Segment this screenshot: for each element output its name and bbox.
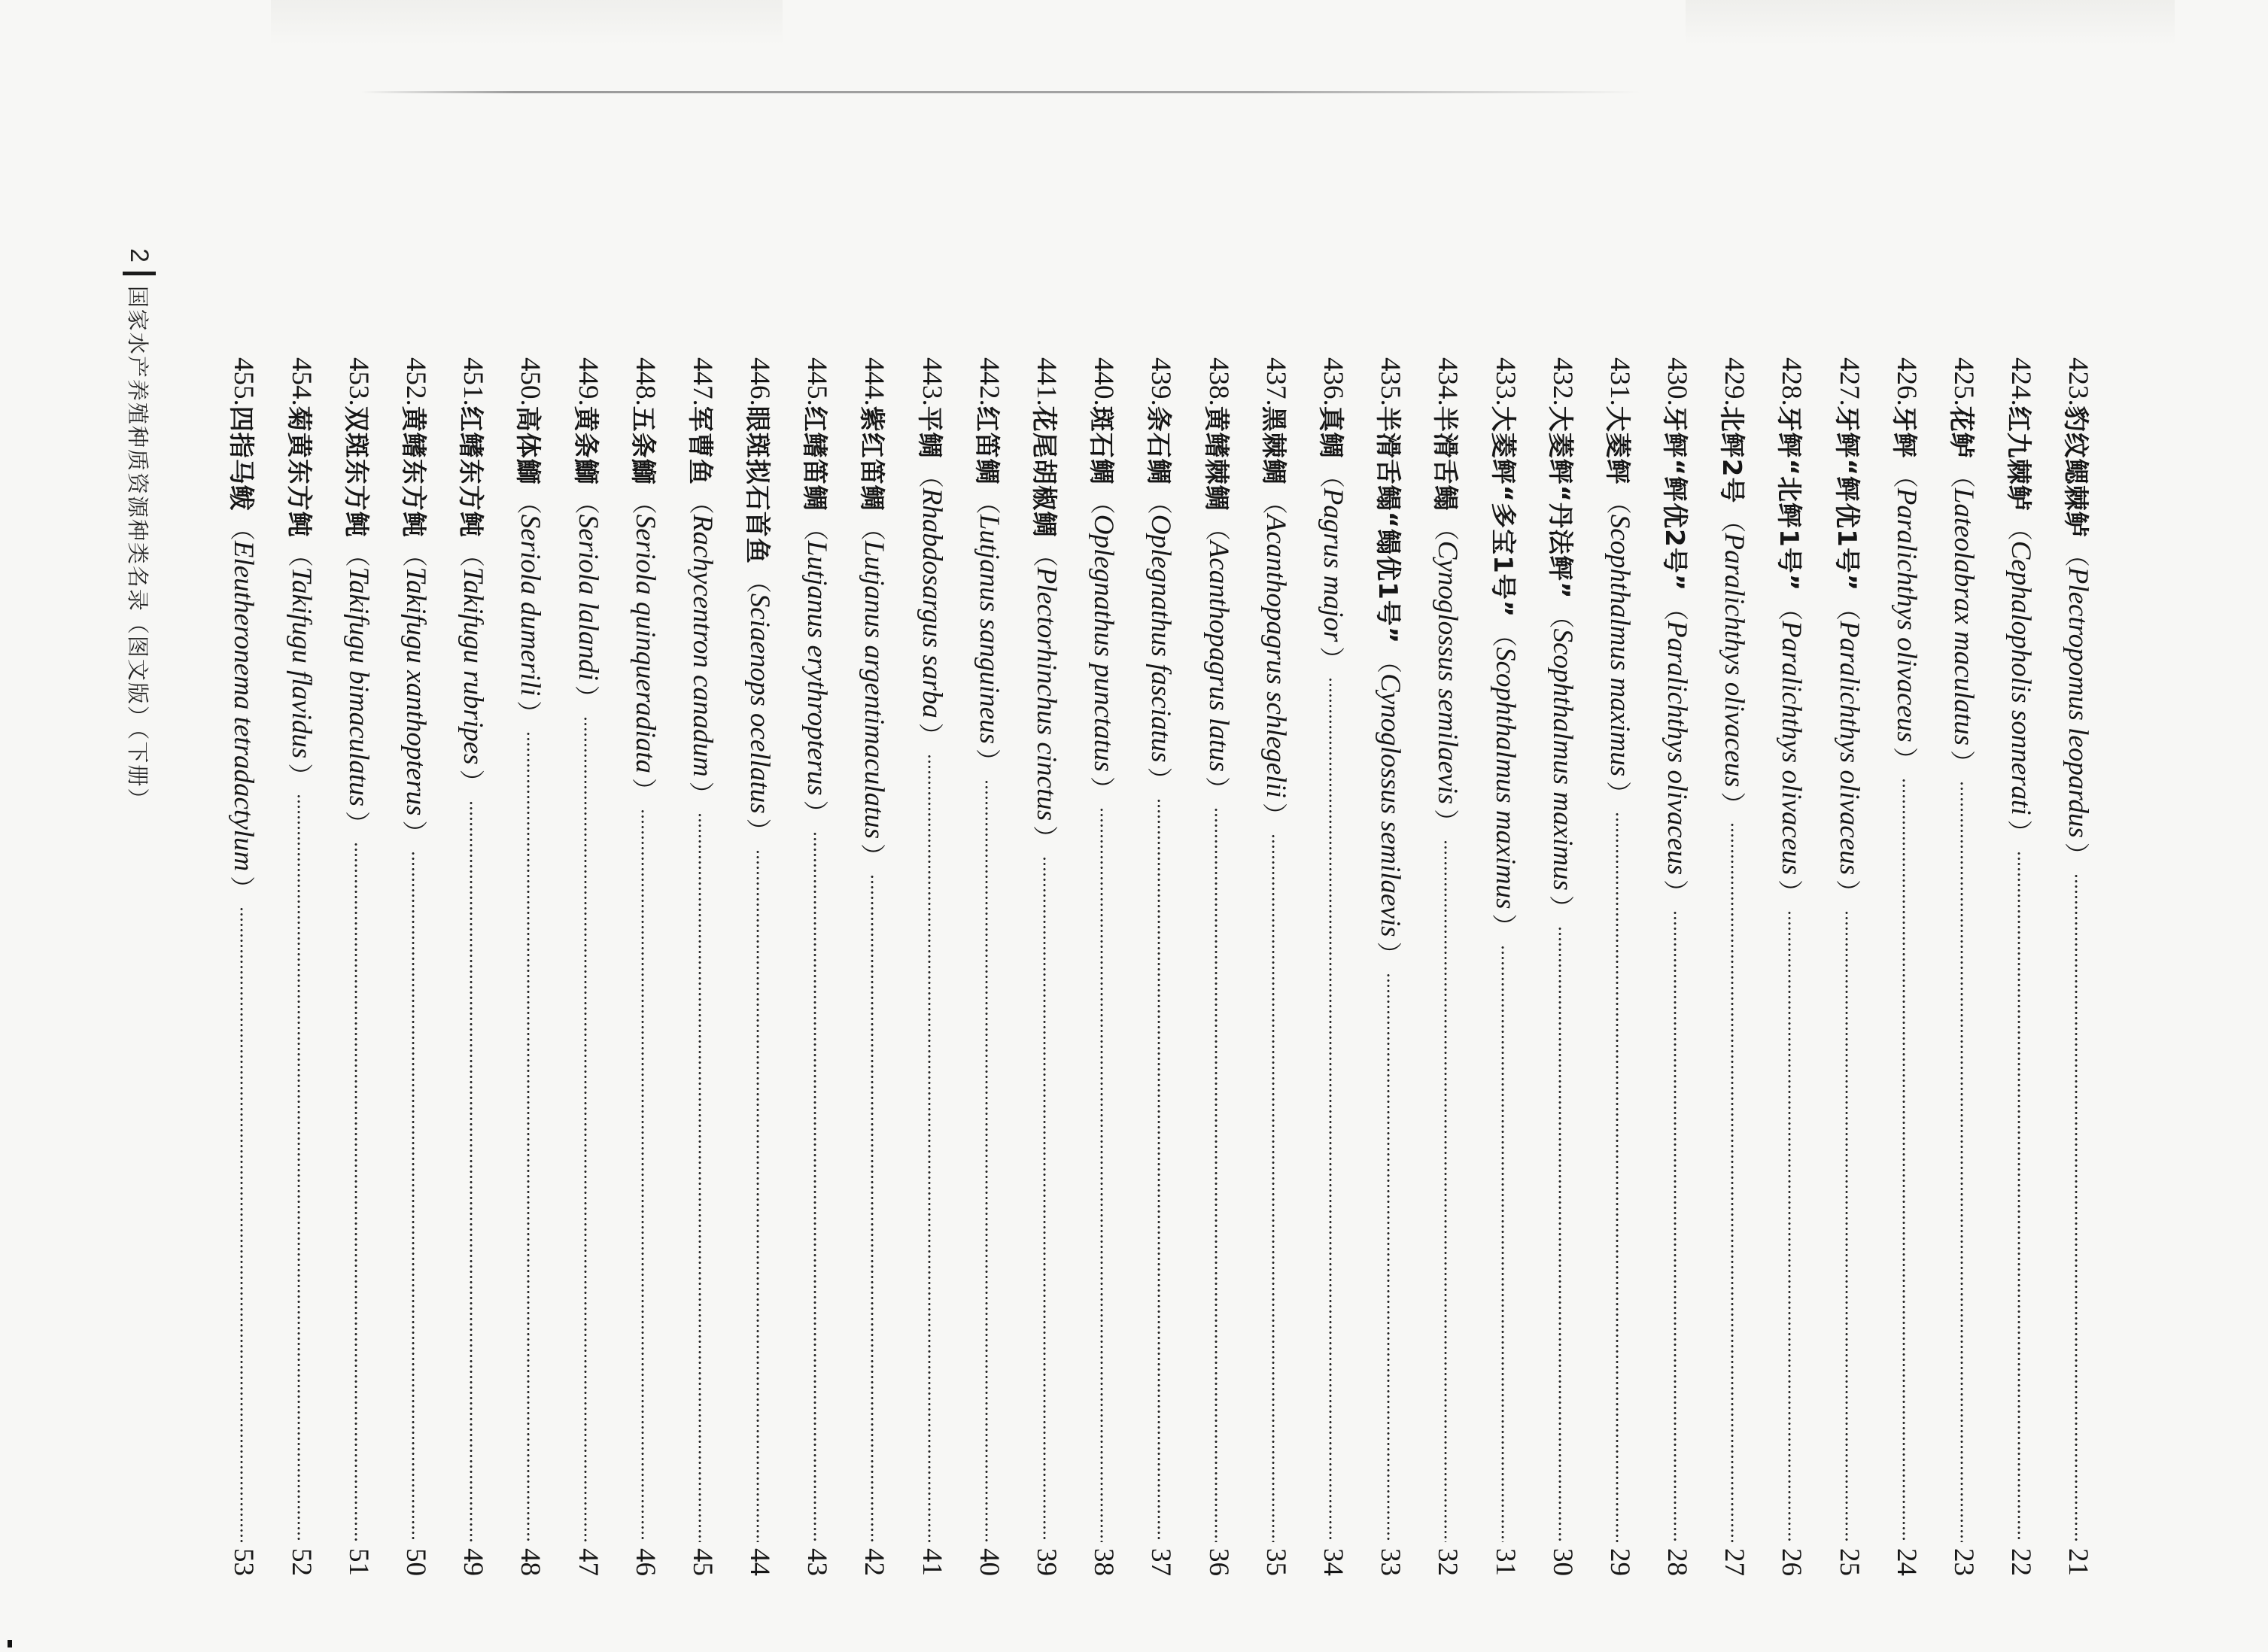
toc-entry[interactable] (1247, 357, 1304, 1576)
close-paren: ） (858, 843, 888, 869)
dot-leader (297, 794, 300, 1542)
close-paren: ） (1889, 746, 1920, 772)
open-paren: （ (399, 542, 429, 567)
entry-number: 433. (1489, 357, 1521, 406)
close-paren: ） (342, 811, 372, 837)
entry-number: 439. (1145, 357, 1177, 406)
scientific-name: Seriola lalandi (572, 514, 603, 681)
toc-entry[interactable] (673, 357, 731, 1576)
open-paren: （ (743, 568, 774, 594)
dot-leader (1444, 840, 1447, 1542)
close-paren: ） (686, 781, 716, 806)
chinese-name: 真鲷 (1315, 405, 1345, 459)
scientific-name: Seriola dumerili (515, 514, 546, 697)
page-reference: 37 (1145, 1548, 1177, 1576)
close-paren: ） (915, 722, 945, 748)
entry-number: 426. (1890, 357, 1922, 406)
chinese-name: 黄鳍东方鲀 (397, 405, 428, 538)
scan-mark (8, 1640, 12, 1647)
open-paren: （ (284, 542, 315, 567)
scientific-name: Lateolabrax maculatus (1948, 487, 1980, 746)
entry-number: 430. (1661, 357, 1693, 406)
entry-number: 453. (342, 357, 374, 406)
page-reference: 22 (2005, 1548, 2037, 1576)
entry-number: 452. (400, 357, 431, 406)
toc-entry[interactable] (1935, 357, 1992, 1576)
toc-entry[interactable] (272, 357, 330, 1576)
entry-number: 437. (1260, 357, 1291, 406)
toc-entry[interactable] (1591, 357, 1648, 1576)
open-paren: （ (514, 489, 544, 515)
page-reference: 43 (801, 1548, 833, 1576)
open-paren: （ (1202, 515, 1232, 541)
entry-number: 441. (1031, 357, 1063, 406)
scientific-name: Seriola quinqueradiata (629, 514, 661, 774)
entry-number: 440. (1088, 357, 1120, 406)
scientific-name: Scophthalmus maximus (1604, 514, 1635, 777)
scientific-name: Scophthalmus maximus (1546, 628, 1578, 891)
dot-leader (985, 779, 988, 1542)
open-paren: （ (1259, 489, 1289, 515)
open-paren: （ (457, 542, 487, 567)
open-paren: （ (571, 489, 601, 515)
chinese-name: 大菱鲆 (1601, 405, 1632, 485)
open-paren: （ (858, 515, 888, 541)
chinese-name: 紫红笛鲷 (856, 405, 887, 512)
scientific-name: Paralichthys olivaceus (1890, 487, 1922, 742)
open-paren: （ (1030, 542, 1060, 567)
open-paren: （ (1603, 489, 1633, 515)
page-reference: 48 (515, 1548, 546, 1576)
page-reference: 30 (1546, 1548, 1578, 1576)
chinese-name: 牙鲆“北鲆1号” (1774, 405, 1804, 592)
entry-number: 432. (1546, 357, 1578, 406)
toc-entry[interactable] (502, 357, 559, 1576)
close-paren: ） (801, 800, 831, 825)
scientific-name: Cynoglossus semilaevis (1375, 673, 1406, 937)
scientific-name: Plectropomus leopardus (2063, 566, 2094, 838)
entry-number: 447. (686, 357, 718, 406)
page-reference: 29 (1604, 1548, 1635, 1576)
chinese-name: 平鲷 (914, 405, 944, 459)
page-number: 2 (125, 248, 154, 263)
scientific-name: Cephalopholis sonnerati (2005, 540, 2037, 815)
toc-entry[interactable] (1820, 357, 1877, 1576)
entry-number: 450. (515, 357, 546, 406)
page-reference: 33 (1375, 1548, 1406, 1576)
open-paren: （ (1661, 596, 1691, 621)
entry-number: 438. (1202, 357, 1234, 406)
open-paren: （ (1889, 463, 1920, 488)
chinese-name: 半滑舌鳎 (1430, 405, 1461, 512)
close-paren: ） (1603, 781, 1633, 806)
chinese-name: 五条鰤 (627, 405, 658, 485)
scientific-name: Cynoglossus semilaevis (1432, 540, 1464, 805)
page-reference: 31 (1489, 1548, 1521, 1576)
scientific-name: Lutjanus sanguineus (973, 514, 1005, 745)
toc-entry[interactable] (445, 357, 502, 1576)
dot-leader (1616, 812, 1619, 1542)
toc-entry[interactable] (903, 357, 960, 1576)
header-divider (123, 272, 156, 275)
entry-number: 427. (1833, 357, 1865, 406)
chinese-name: 条石鲷 (1143, 405, 1174, 485)
scientific-name: Paralichthys olivaceus (1776, 621, 1807, 876)
close-paren: ） (2005, 819, 2035, 845)
entry-number: 449. (572, 357, 603, 406)
chinese-name: 黑棘鲷 (1257, 405, 1288, 485)
dot-leader (1272, 834, 1275, 1542)
close-paren: ） (1775, 879, 1805, 905)
scientific-name: Acanthopagrus latus (1202, 540, 1234, 773)
close-paren: ） (1259, 802, 1289, 828)
chinese-name: 半滑舌鳎“鳎优1号” (1373, 405, 1403, 645)
page-reference: 27 (1719, 1548, 1750, 1576)
scientific-name: Paralichthys olivaceus (1661, 621, 1693, 876)
scientific-name: Takifugu xanthopterus (400, 566, 431, 816)
entry-number: 454. (285, 357, 317, 406)
page-reference: 26 (1776, 1548, 1807, 1576)
entry-number: 435. (1375, 357, 1406, 406)
dot-leader (1100, 807, 1103, 1542)
dot-leader (756, 849, 759, 1542)
close-paren: ） (1202, 776, 1232, 802)
show-through-shadow (1686, 0, 2175, 45)
chinese-name: 四指马鲅 (226, 405, 257, 512)
chinese-name: 花鲈 (1946, 405, 1977, 459)
scientific-name: Lutjanus argentimaculatus (859, 540, 890, 840)
top-rule (361, 91, 1640, 93)
toc-entry[interactable] (1362, 357, 1419, 1576)
table-of-contents (215, 357, 2107, 1576)
toc-entry[interactable] (1190, 357, 1247, 1576)
page-reference: 46 (629, 1548, 661, 1576)
toc-entry[interactable] (1877, 357, 1935, 1576)
chinese-name: 高体鰤 (512, 405, 543, 485)
page-reference: 52 (285, 1548, 317, 1576)
open-paren: （ (801, 515, 831, 541)
toc-entry[interactable] (616, 357, 673, 1576)
chinese-name: 黄鳍棘鲷 (1200, 405, 1231, 512)
chinese-name: 军曹鱼 (684, 405, 715, 485)
page-reference: 21 (2063, 1548, 2094, 1576)
page-reference: 24 (1890, 1548, 1922, 1576)
chinese-name: 红鳍东方鲀 (455, 405, 486, 538)
dot-leader (641, 809, 644, 1542)
toc-entry[interactable] (2050, 357, 2107, 1576)
entry-number: 424. (2005, 357, 2037, 406)
chinese-name: 花尾胡椒鲷 (1029, 405, 1060, 538)
open-paren: （ (1145, 489, 1175, 515)
toc-entry[interactable] (1304, 357, 1361, 1576)
scientific-name: Paralichthys olivaceus (1719, 533, 1750, 788)
page-reference: 23 (1948, 1548, 1980, 1576)
toc-entry[interactable] (1534, 357, 1591, 1576)
chinese-name: 红笛鲷 (971, 405, 1002, 485)
chinese-name: 红鳍笛鲷 (799, 405, 830, 512)
page-reference: 40 (973, 1548, 1005, 1576)
toc-entry[interactable] (1763, 357, 1820, 1576)
entry-number: 425. (1948, 357, 1980, 406)
page-reference: 36 (1202, 1548, 1234, 1576)
close-paren: ） (399, 820, 429, 846)
scientific-name: Rhabdosargus sarba (916, 487, 947, 718)
chinese-name: 牙鲆 (1888, 405, 1919, 459)
page-reference: 32 (1432, 1548, 1464, 1576)
dot-leader (2075, 873, 2078, 1542)
close-paren: ） (1374, 941, 1404, 967)
open-paren: （ (1832, 596, 1862, 621)
open-paren: （ (1087, 489, 1117, 515)
entry-number: 451. (458, 357, 489, 406)
entry-number: 455. (228, 357, 260, 406)
open-paren: （ (628, 489, 658, 515)
scientific-name: Scophthalmus maximus (1489, 647, 1521, 910)
page-reference: 35 (1260, 1548, 1291, 1576)
dot-leader (928, 754, 931, 1542)
chinese-name: 眼斑拟石首鱼 (742, 405, 773, 564)
close-paren: ） (972, 749, 1002, 774)
chinese-name: 北鲆2号 (1716, 405, 1747, 504)
page-reference: 34 (1317, 1548, 1348, 1576)
entry-number: 423. (2063, 357, 2094, 406)
toc-entry[interactable] (1649, 357, 1706, 1576)
dot-leader (584, 716, 587, 1542)
scientific-name: Oplegnathus fasciatus (1145, 514, 1177, 763)
close-paren: ） (1488, 913, 1519, 939)
toc-entry[interactable] (1706, 357, 1763, 1576)
dot-leader (1674, 910, 1677, 1542)
toc-entry[interactable] (789, 357, 846, 1576)
page-reference: 51 (342, 1548, 374, 1576)
dot-leader (1902, 778, 1905, 1542)
close-paren: ） (1145, 767, 1175, 792)
dot-leader (2017, 851, 2020, 1542)
entry-number: 446. (744, 357, 776, 406)
close-paren: ） (628, 778, 658, 803)
scientific-name: Plectorhinchus cinctus (1031, 566, 1063, 821)
running-header (117, 248, 162, 925)
dot-leader (1215, 807, 1218, 1542)
open-paren: （ (915, 463, 945, 488)
toc-entry[interactable] (1419, 357, 1476, 1576)
open-paren: （ (686, 489, 716, 515)
page-reference: 50 (400, 1548, 431, 1576)
page-reference: 53 (228, 1548, 260, 1576)
toc-entry[interactable] (846, 357, 903, 1576)
dot-leader (1731, 822, 1734, 1542)
entry-number: 428. (1776, 357, 1807, 406)
toc-entry[interactable] (1132, 357, 1190, 1576)
toc-entry[interactable] (559, 357, 616, 1576)
dot-leader (698, 812, 701, 1542)
scientific-name: Sciaenops ocellatus (744, 593, 776, 814)
dot-leader (813, 831, 816, 1542)
chinese-name: 斑石鲷 (1086, 405, 1117, 485)
show-through-shadow (271, 0, 783, 45)
scientific-name: Lutjanus erythropterus (801, 540, 833, 796)
close-paren: ） (743, 818, 774, 843)
scientific-name: Pagrus major (1317, 487, 1348, 642)
dot-leader (1157, 798, 1160, 1542)
toc-entry[interactable] (330, 357, 387, 1576)
close-paren: ） (227, 876, 257, 901)
page-reference: 45 (686, 1548, 718, 1576)
close-paren: ） (1316, 646, 1346, 672)
page-reference: 41 (916, 1548, 947, 1576)
open-paren: （ (1431, 515, 1461, 541)
scientific-name: Takifugu rubripes (458, 566, 489, 765)
dot-leader (1558, 926, 1561, 1542)
open-paren: （ (1718, 508, 1748, 533)
dot-leader (354, 842, 357, 1542)
dot-leader (1329, 677, 1332, 1542)
chinese-name: 大菱鲆“丹法鲆” (1544, 405, 1575, 600)
scientific-name: Paralichthys olivaceus (1833, 621, 1865, 876)
open-paren: （ (1488, 622, 1519, 648)
close-paren: ） (457, 769, 487, 794)
dot-leader (527, 731, 530, 1542)
dot-leader (1387, 973, 1390, 1542)
page-reference: 28 (1661, 1548, 1693, 1576)
entry-number: 442. (973, 357, 1005, 406)
open-paren: （ (2062, 542, 2092, 567)
open-paren: （ (972, 489, 1002, 515)
close-paren: ） (1431, 809, 1461, 834)
toc-entry[interactable] (731, 357, 789, 1576)
dot-leader (470, 800, 473, 1542)
open-paren: （ (1546, 603, 1576, 629)
close-paren: ） (1030, 825, 1060, 851)
open-paren: （ (1775, 596, 1805, 621)
close-paren: ） (1087, 776, 1117, 801)
toc-entry[interactable] (387, 357, 444, 1576)
scientific-name: Rachycentron canadum (686, 514, 718, 777)
entry-number: 443. (916, 357, 947, 406)
close-paren: ） (2062, 842, 2092, 867)
chinese-name: 菊黄东方鲀 (283, 405, 314, 538)
entry-number: 434. (1432, 357, 1464, 406)
open-paren: （ (1374, 648, 1404, 674)
dot-leader (1845, 910, 1848, 1542)
close-paren: ） (1832, 879, 1862, 905)
toc-entry[interactable] (1075, 357, 1132, 1576)
open-paren: （ (2005, 515, 2035, 541)
dot-leader (1043, 856, 1046, 1542)
close-paren: ） (1661, 879, 1691, 905)
scientific-name: Takifugu flavidus (285, 566, 317, 759)
scientific-name: Oplegnathus punctatus (1088, 514, 1120, 772)
entry-number: 429. (1719, 357, 1750, 406)
entry-number: 445. (801, 357, 833, 406)
close-paren: ） (1546, 894, 1576, 920)
dot-leader (1501, 945, 1504, 1542)
toc-entry[interactable] (1017, 357, 1075, 1576)
page-reference: 47 (572, 1548, 603, 1576)
chinese-name: 豹纹鳃棘鲈 (2060, 405, 2091, 538)
open-paren: （ (342, 542, 372, 567)
page-reference: 25 (1833, 1548, 1865, 1576)
page-reference: 42 (859, 1548, 890, 1576)
chinese-name: 黄条鰤 (570, 405, 600, 485)
close-paren: ） (1718, 791, 1748, 817)
page-reference: 39 (1031, 1548, 1063, 1576)
entry-number: 448. (629, 357, 661, 406)
chinese-name: 牙鲆“鲆优2号” (1659, 405, 1690, 592)
page-reference: 44 (744, 1548, 776, 1576)
scientific-name: Eleutheronema tetradactylum (228, 540, 260, 872)
toc-entry[interactable] (1993, 357, 2050, 1576)
close-paren: ） (571, 685, 601, 710)
toc-entry[interactable] (960, 357, 1017, 1576)
scientific-name: Takifugu bimaculatus (342, 566, 374, 807)
open-paren: （ (1947, 463, 1978, 488)
dot-leader (240, 906, 243, 1542)
page-reference: 38 (1088, 1548, 1120, 1576)
entry-number: 436. (1317, 357, 1348, 406)
close-paren: ） (1947, 749, 1978, 775)
open-paren: （ (227, 515, 257, 541)
dot-leader (1788, 910, 1791, 1542)
chinese-name: 红九棘鲈 (2003, 405, 2034, 512)
toc-entry[interactable] (1476, 357, 1534, 1576)
scientific-name: Acanthopagrus schlegelii (1260, 514, 1291, 798)
dot-leader (871, 874, 874, 1542)
open-paren: （ (1316, 463, 1346, 488)
chinese-name: 双斑东方鲀 (340, 405, 371, 538)
dot-leader (1960, 781, 1963, 1542)
chinese-name: 大菱鲆“多宝1号” (1487, 405, 1518, 618)
toc-entry[interactable] (215, 357, 272, 1576)
close-paren: ） (284, 763, 315, 788)
entry-number: 444. (859, 357, 890, 406)
dot-leader (412, 851, 415, 1542)
close-paren: ） (514, 700, 544, 726)
entry-number: 431. (1604, 357, 1635, 406)
page-reference: 49 (458, 1548, 489, 1576)
book-title: 国家水产养殖种质资源种类名录（图文版）（下册） (125, 285, 151, 812)
chinese-name: 牙鲆“鲆优1号” (1831, 405, 1862, 592)
